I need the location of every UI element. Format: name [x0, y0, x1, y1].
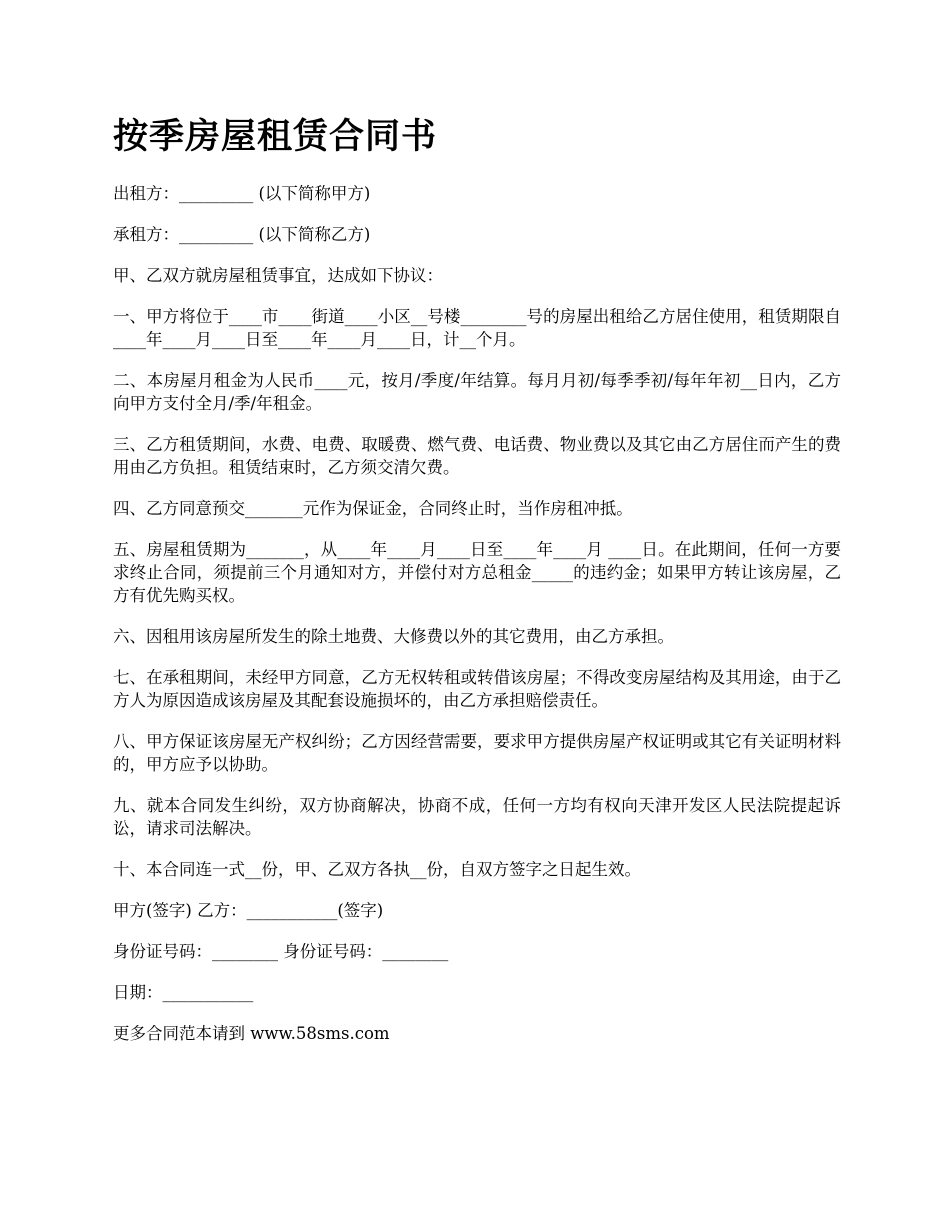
- clause-6: 六、因租用该房屋所发生的除土地费、大修费以外的其它费用，由乙方承担。: [113, 627, 674, 646]
- agreement-intro: 甲、乙双方就房屋租赁事宜，达成如下协议：: [113, 266, 443, 285]
- clause-10: 十、本合同连一式__份，甲、乙双方各执__份，自双方签字之日起生效。: [113, 860, 641, 879]
- clause-1: 一、甲方将位于____市____街道____小区__号楼________号的房屋出租给乙方居住使用，租赁期限自____年____月____日至____年____月____日，计__个月。: [113, 307, 841, 349]
- contract-document: [113, 112, 841, 1063]
- clause-7: 七、在承租期间，未经甲方同意，乙方无权转租或转借该房屋；不得改变房屋结构及其用途，由于乙方人为原因造成该房屋及其配套设施损坏的，由乙方承担赔偿责任。: [113, 668, 841, 710]
- clause-9: 九、就本合同发生纠纷，双方协商解决，协商不成，任何一方均有权向天津开发区人民法院提起诉讼，请求司法解决。: [113, 796, 841, 838]
- clause-2: 二、本房屋月租金为人民币____元，按月/季度/年结算。每月月初/每季季初/每年年初__日内，乙方向甲方支付全月/季/年租金。: [113, 371, 841, 413]
- signature-line: 甲方(签字) 乙方：___________(签字): [113, 901, 384, 920]
- document-title: 按季房屋租赁合同书: [113, 117, 438, 157]
- clause-5: 五、房屋租赁期为_______，从____年____月____日至____年____月 ____日。在此期间，任何一方要求终止合同，须提前三个月通知对方，并偿付对方总租金_____的违约金；如果甲方转让该房屋，乙方有优先购买权。: [113, 540, 841, 605]
- id-number-line: 身份证号码：________ 身份证号码：________: [113, 942, 449, 961]
- footer-link-text: 更多合同范本请到 www.58sms.com: [113, 1024, 390, 1043]
- clause-8: 八、甲方保证该房屋无产权纠纷；乙方因经营需要，要求甲方提供房屋产权证明或其它有关证明材料的，甲方应予以协助。: [113, 732, 841, 774]
- clause-4: 四、乙方同意预交_______元作为保证金，合同终止时，当作房租冲抵。: [113, 499, 633, 518]
- clause-3: 三、乙方租赁期间，水费、电费、取暖费、燃气费、电话费、物业费以及其它由乙方居住而产生的费用由乙方负担。租赁结束时，乙方须交清欠费。: [113, 435, 841, 477]
- lessor-line: 出租方：_________ (以下简称甲方): [113, 184, 371, 203]
- date-line: 日期：___________: [113, 983, 254, 1002]
- lessee-line: 承租方：_________ (以下简称乙方): [113, 225, 371, 244]
